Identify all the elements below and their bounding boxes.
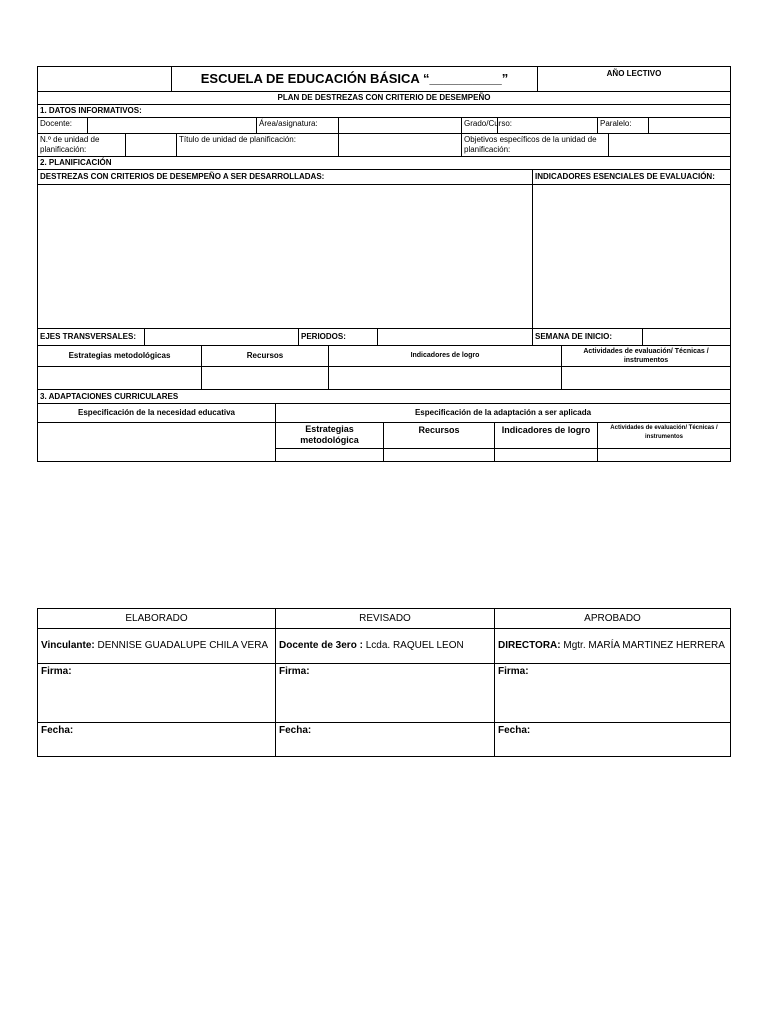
semana-field[interactable] bbox=[642, 328, 731, 346]
titulo-unidad-field[interactable] bbox=[338, 133, 462, 157]
vinculante-cell bbox=[37, 628, 276, 664]
adapt-indicadores-cell[interactable] bbox=[494, 448, 598, 462]
periodos-label: PERIODOS: bbox=[298, 328, 378, 346]
docente-cell bbox=[275, 628, 495, 664]
vinculante-label: Vinculante: bbox=[41, 640, 95, 651]
ejes-field[interactable] bbox=[144, 328, 299, 346]
paralelo-field[interactable] bbox=[648, 117, 731, 134]
indicadores-logro-cell[interactable] bbox=[328, 366, 562, 390]
directora-cell bbox=[494, 628, 731, 664]
firma-elaborado[interactable]: Firma: bbox=[37, 663, 276, 723]
objetivos-label: Objetivos específicos de la unidad de planificación: bbox=[461, 133, 609, 157]
logo-cell bbox=[37, 66, 172, 92]
year-label: AÑO LECTIVO bbox=[537, 66, 731, 92]
destrezas-area[interactable] bbox=[37, 184, 533, 329]
indicadores-esenciales-area[interactable] bbox=[532, 184, 731, 329]
firma-aprobado[interactable]: Firma: bbox=[494, 663, 731, 723]
school-title: ESCUELA DE EDUCACIÓN BÁSICA “__________” bbox=[171, 66, 538, 92]
indicadores-logro-header: Indicadores de logro bbox=[328, 345, 562, 367]
actividades-cell[interactable] bbox=[561, 366, 731, 390]
semana-label: SEMANA DE INICIO: bbox=[532, 328, 643, 346]
adapt-actividades-cell[interactable] bbox=[597, 448, 731, 462]
section-planificacion-title: 2. PLANIFICACIÓN bbox=[37, 156, 731, 170]
area-field[interactable] bbox=[338, 117, 462, 134]
fecha-elaborado[interactable]: Fecha: bbox=[37, 722, 276, 757]
estrategias-header: Estrategias metodológicas bbox=[37, 345, 202, 367]
actividades-header: Actividades de evaluación/ Técnicas / instrumentos bbox=[561, 345, 731, 367]
necesidad-cell[interactable] bbox=[37, 422, 276, 462]
firma-revisado[interactable]: Firma: bbox=[275, 663, 495, 723]
vinculante-name: DENNISE GUADALUPE CHILA VERA bbox=[94, 640, 269, 651]
elaborado-header: ELABORADO bbox=[37, 608, 276, 629]
adapt-indicadores-header: Indicadores de logro bbox=[494, 422, 598, 449]
num-unidad-label: N.º de unidad de planificación: bbox=[37, 133, 126, 157]
fecha-aprobado[interactable]: Fecha: bbox=[494, 722, 731, 757]
section-adaptaciones-title: 3. ADAPTACIONES CURRICULARES bbox=[37, 389, 731, 404]
plan-title: PLAN DE DESTREZAS CON CRITERIO DE DESEMPEÑO bbox=[37, 91, 731, 105]
adapt-estrategias-header: Estrategias metodológica bbox=[275, 422, 384, 449]
objetivos-field[interactable] bbox=[608, 133, 731, 157]
periodos-field[interactable] bbox=[377, 328, 533, 346]
docente-sig-label: Docente de 3ero : bbox=[279, 640, 363, 651]
docente-label: Docente: bbox=[37, 117, 88, 134]
necesidad-header: Especificación de la necesidad educativa bbox=[37, 403, 276, 423]
estrategias-cell[interactable] bbox=[37, 366, 202, 390]
recursos-header: Recursos bbox=[201, 345, 329, 367]
titulo-unidad-label: Título de unidad de planificación: bbox=[176, 133, 339, 157]
grado-field[interactable] bbox=[497, 117, 598, 134]
revisado-header: REVISADO bbox=[275, 608, 495, 629]
docente-sig-name: Lcda. RAQUEL LEON bbox=[362, 640, 464, 651]
indicadores-esenciales-header: INDICADORES ESENCIALES DE EVALUACIÓN: bbox=[532, 169, 731, 185]
adapt-estrategias-cell[interactable] bbox=[275, 448, 384, 462]
directora-name: Mgtr. MARÍA MARTINEZ HERRERA bbox=[560, 640, 725, 651]
num-unidad-field[interactable] bbox=[125, 133, 177, 157]
adapt-actividades-header: Actividades de evaluación/ Técnicas / instrumentos bbox=[597, 422, 731, 449]
section-datos-title: 1. DATOS INFORMATIVOS: bbox=[37, 104, 731, 118]
paralelo-label: Paralelo: bbox=[597, 117, 649, 134]
fecha-revisado[interactable]: Fecha: bbox=[275, 722, 495, 757]
recursos-cell[interactable] bbox=[201, 366, 329, 390]
directora-label: DIRECTORA: bbox=[498, 640, 561, 651]
docente-field[interactable] bbox=[87, 117, 257, 134]
ejes-label: EJES TRANSVERSALES: bbox=[37, 328, 145, 346]
destrezas-header: DESTREZAS CON CRITERIOS DE DESEMPEÑO A SER DESARROLLADAS: bbox=[37, 169, 533, 185]
area-label: Área/asignatura: bbox=[256, 117, 339, 134]
adapt-recursos-header: Recursos bbox=[383, 422, 495, 449]
adaptacion-header: Especificación de la adaptación a ser aplicada bbox=[275, 403, 731, 423]
adapt-recursos-cell[interactable] bbox=[383, 448, 495, 462]
aprobado-header: APROBADO bbox=[494, 608, 731, 629]
grado-label: Grado/Curso: bbox=[461, 117, 498, 134]
